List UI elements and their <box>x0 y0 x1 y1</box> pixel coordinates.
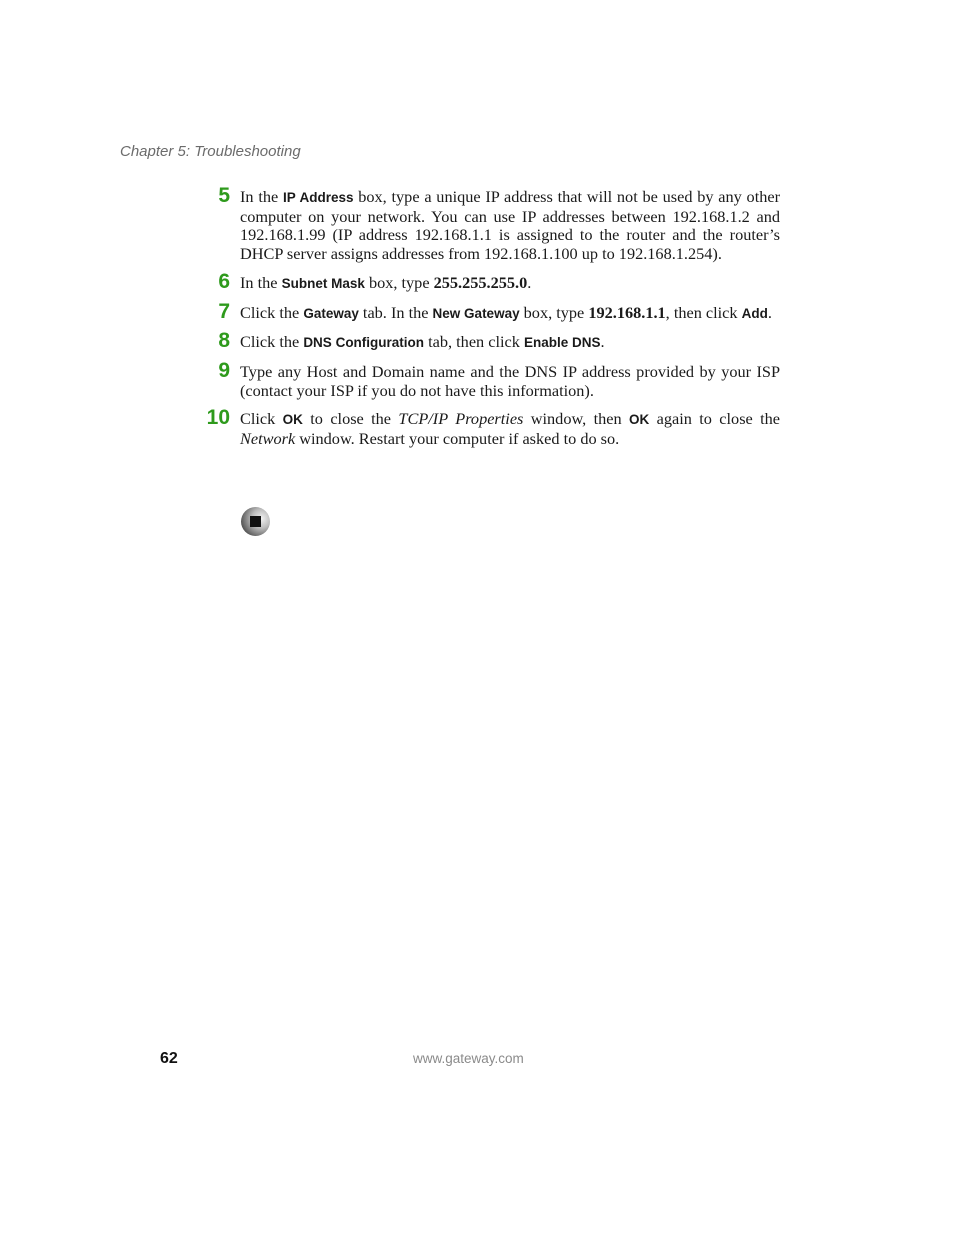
step-9 <box>200 358 780 400</box>
step-text: In the <box>240 187 283 206</box>
ui-term-dns-configuration: DNS Configuration <box>303 335 425 351</box>
step-text: , then click <box>665 302 742 322</box>
window-name-tcpip-properties: TCP/IP Properties <box>398 409 524 429</box>
step-list <box>200 184 781 459</box>
step-10 <box>200 406 781 449</box>
step-text: In the <box>240 272 282 292</box>
typed-value: 255.255.255.0 <box>433 272 528 292</box>
step-text: again to close the <box>649 409 781 429</box>
step-text: . <box>527 272 532 292</box>
step-number: 5 <box>218 184 230 207</box>
step-text: Type any Host and Domain name and the DNS IP address provided by your ISP (contact your ISP if you do not have this information). <box>240 361 780 400</box>
step-text: box, type <box>519 302 589 322</box>
ui-term-ip-address: IP Address <box>283 190 354 205</box>
step-text: to close the <box>302 409 399 429</box>
step-number: 7 <box>218 299 230 323</box>
step-number: 10 <box>206 406 230 430</box>
footer-url: www.gateway.com <box>413 1051 524 1066</box>
ui-term-ok: OK <box>629 412 650 428</box>
ui-term-gateway: Gateway <box>303 305 359 321</box>
step-number: 6 <box>218 269 230 293</box>
typed-value: 192.168.1.1 <box>588 302 666 322</box>
ui-term-ok: OK <box>282 412 303 428</box>
chapter-header: Chapter 5: Troubleshooting <box>120 143 301 160</box>
stop-square-icon <box>250 516 261 527</box>
step-text: window. Restart your computer if asked to do so. <box>295 429 620 449</box>
step-text: tab, then click <box>424 332 524 352</box>
step-number: 8 <box>218 329 230 353</box>
ui-term-enable-dns: Enable DNS <box>523 335 601 351</box>
step-8 <box>200 329 780 353</box>
step-text: box, type <box>364 272 434 292</box>
step-6 <box>200 269 780 294</box>
page-number: 62 <box>160 1050 178 1067</box>
ui-term-add: Add <box>741 305 768 321</box>
end-of-procedure-icon <box>241 507 270 536</box>
ui-term-new-gateway: New Gateway <box>432 305 520 321</box>
ui-term-subnet-mask: Subnet Mask <box>281 275 365 291</box>
step-text: Click the <box>240 302 304 322</box>
step-text: window, then <box>523 409 630 429</box>
step-text: tab. In the <box>358 302 433 322</box>
step-text: . <box>600 332 605 352</box>
step-text: Click the <box>240 332 304 352</box>
step-7 <box>200 299 780 324</box>
step-text: Click <box>240 409 283 429</box>
step-text: box, type a unique IP address that will not be used by any other computer on your network. You can use IP addresses between 192.168.1.2 and 192.168.1.99 (IP address 192.168.1.1 is assigned to the router and the router’s DHCP server assigns addresses from 192.168.1.100 up to 192.168.1.254). <box>240 187 781 264</box>
window-name-network: Network <box>240 429 296 449</box>
step-text: . <box>767 302 772 322</box>
step-number: 9 <box>218 358 230 382</box>
step-5 <box>200 184 781 264</box>
